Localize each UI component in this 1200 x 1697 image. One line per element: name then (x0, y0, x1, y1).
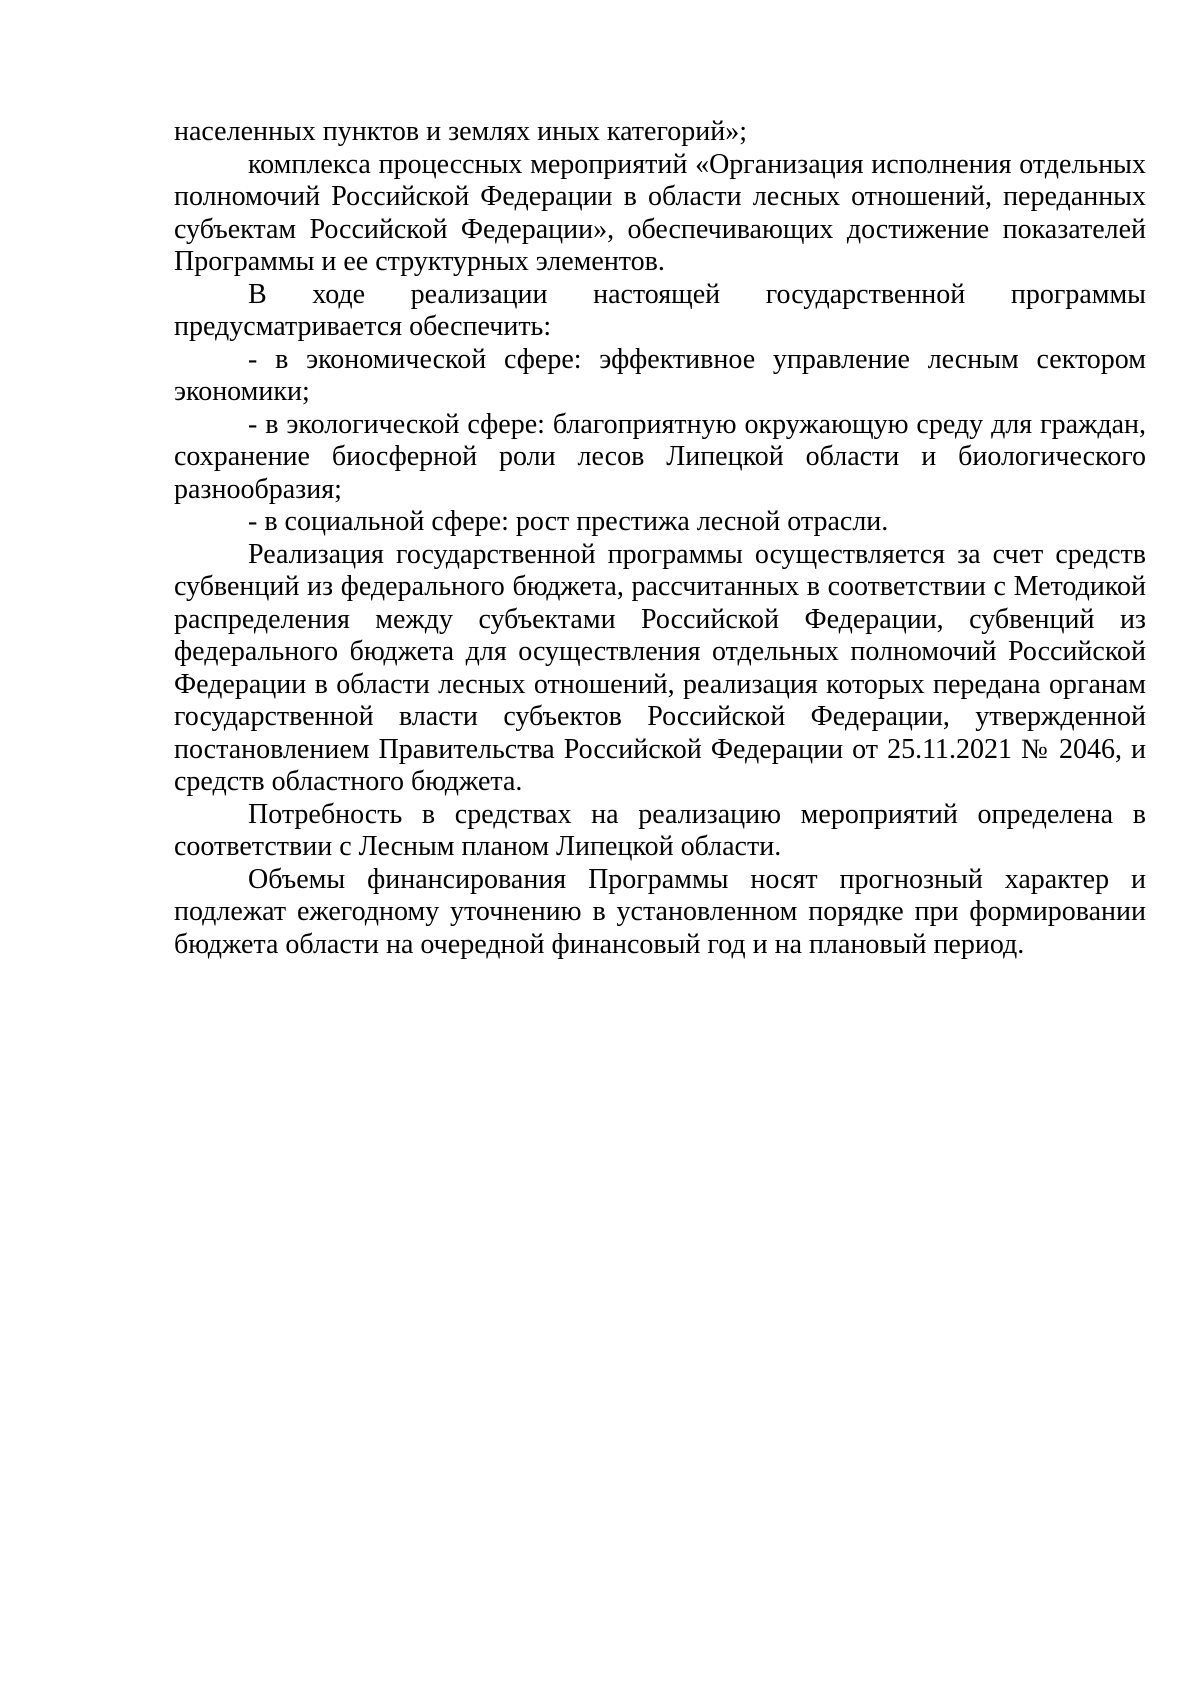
paragraph-ecological-sphere: - в экологической сфере: благоприятную окружающую среду для граждан, сохранение биосферной роли лесов Липецкой области и биологического разнообразия; (174, 408, 1146, 505)
paragraph-continuation: населенных пунктов и землях иных категорий»; (174, 116, 747, 147)
paragraph-funding-need: Потребность в средствах на реализацию мероприятий определена в соответствии с Лесным планом Липецкой области. (174, 798, 1146, 862)
paragraph-funding-sources: Реализация государственной программы осуществляется за счет средств субвенций из федерального бюджета, рассчитанных в соответствии с Методикой распределения между субъектами Российской Федерации, субвенций из федерального бюджета для осуществления отдельных полномочий Российской Федерации в области лесных отношений, реализация которых передана органам государственной власти субъектов Российской Федерации, утвержденной постановлением Правительства Российской Федерации от 25.11.2021 № 2046, и средств областного бюджета. (174, 538, 1146, 797)
paragraph-economic-sphere: - в экономической сфере: эффективное управление лесным сектором экономики; (174, 343, 1146, 407)
paragraph-process-measures: комплекса процессных мероприятий «Организация исполнения отдельных полномочий Российской Федерации в области лесных отношений, переданных субъектам Российской Федерации», обеспечивающих достижение показателей Программы и ее структурных элементов. (174, 148, 1146, 277)
paragraph-social-sphere: - в социальной сфере: рост престижа лесной отрасли. (248, 506, 889, 537)
paragraph-program-goals-intro: В ходе реализации настоящей государственной программы предусматривается обеспечить: (174, 278, 1146, 342)
paragraph-funding-volumes: Объемы финансирования Программы носят прогнозный характер и подлежат ежегодному уточнению в установленном порядке при формировании бюджета области на очередной финансовый год и на плановый период. (174, 863, 1146, 960)
document-body (174, 116, 1146, 961)
